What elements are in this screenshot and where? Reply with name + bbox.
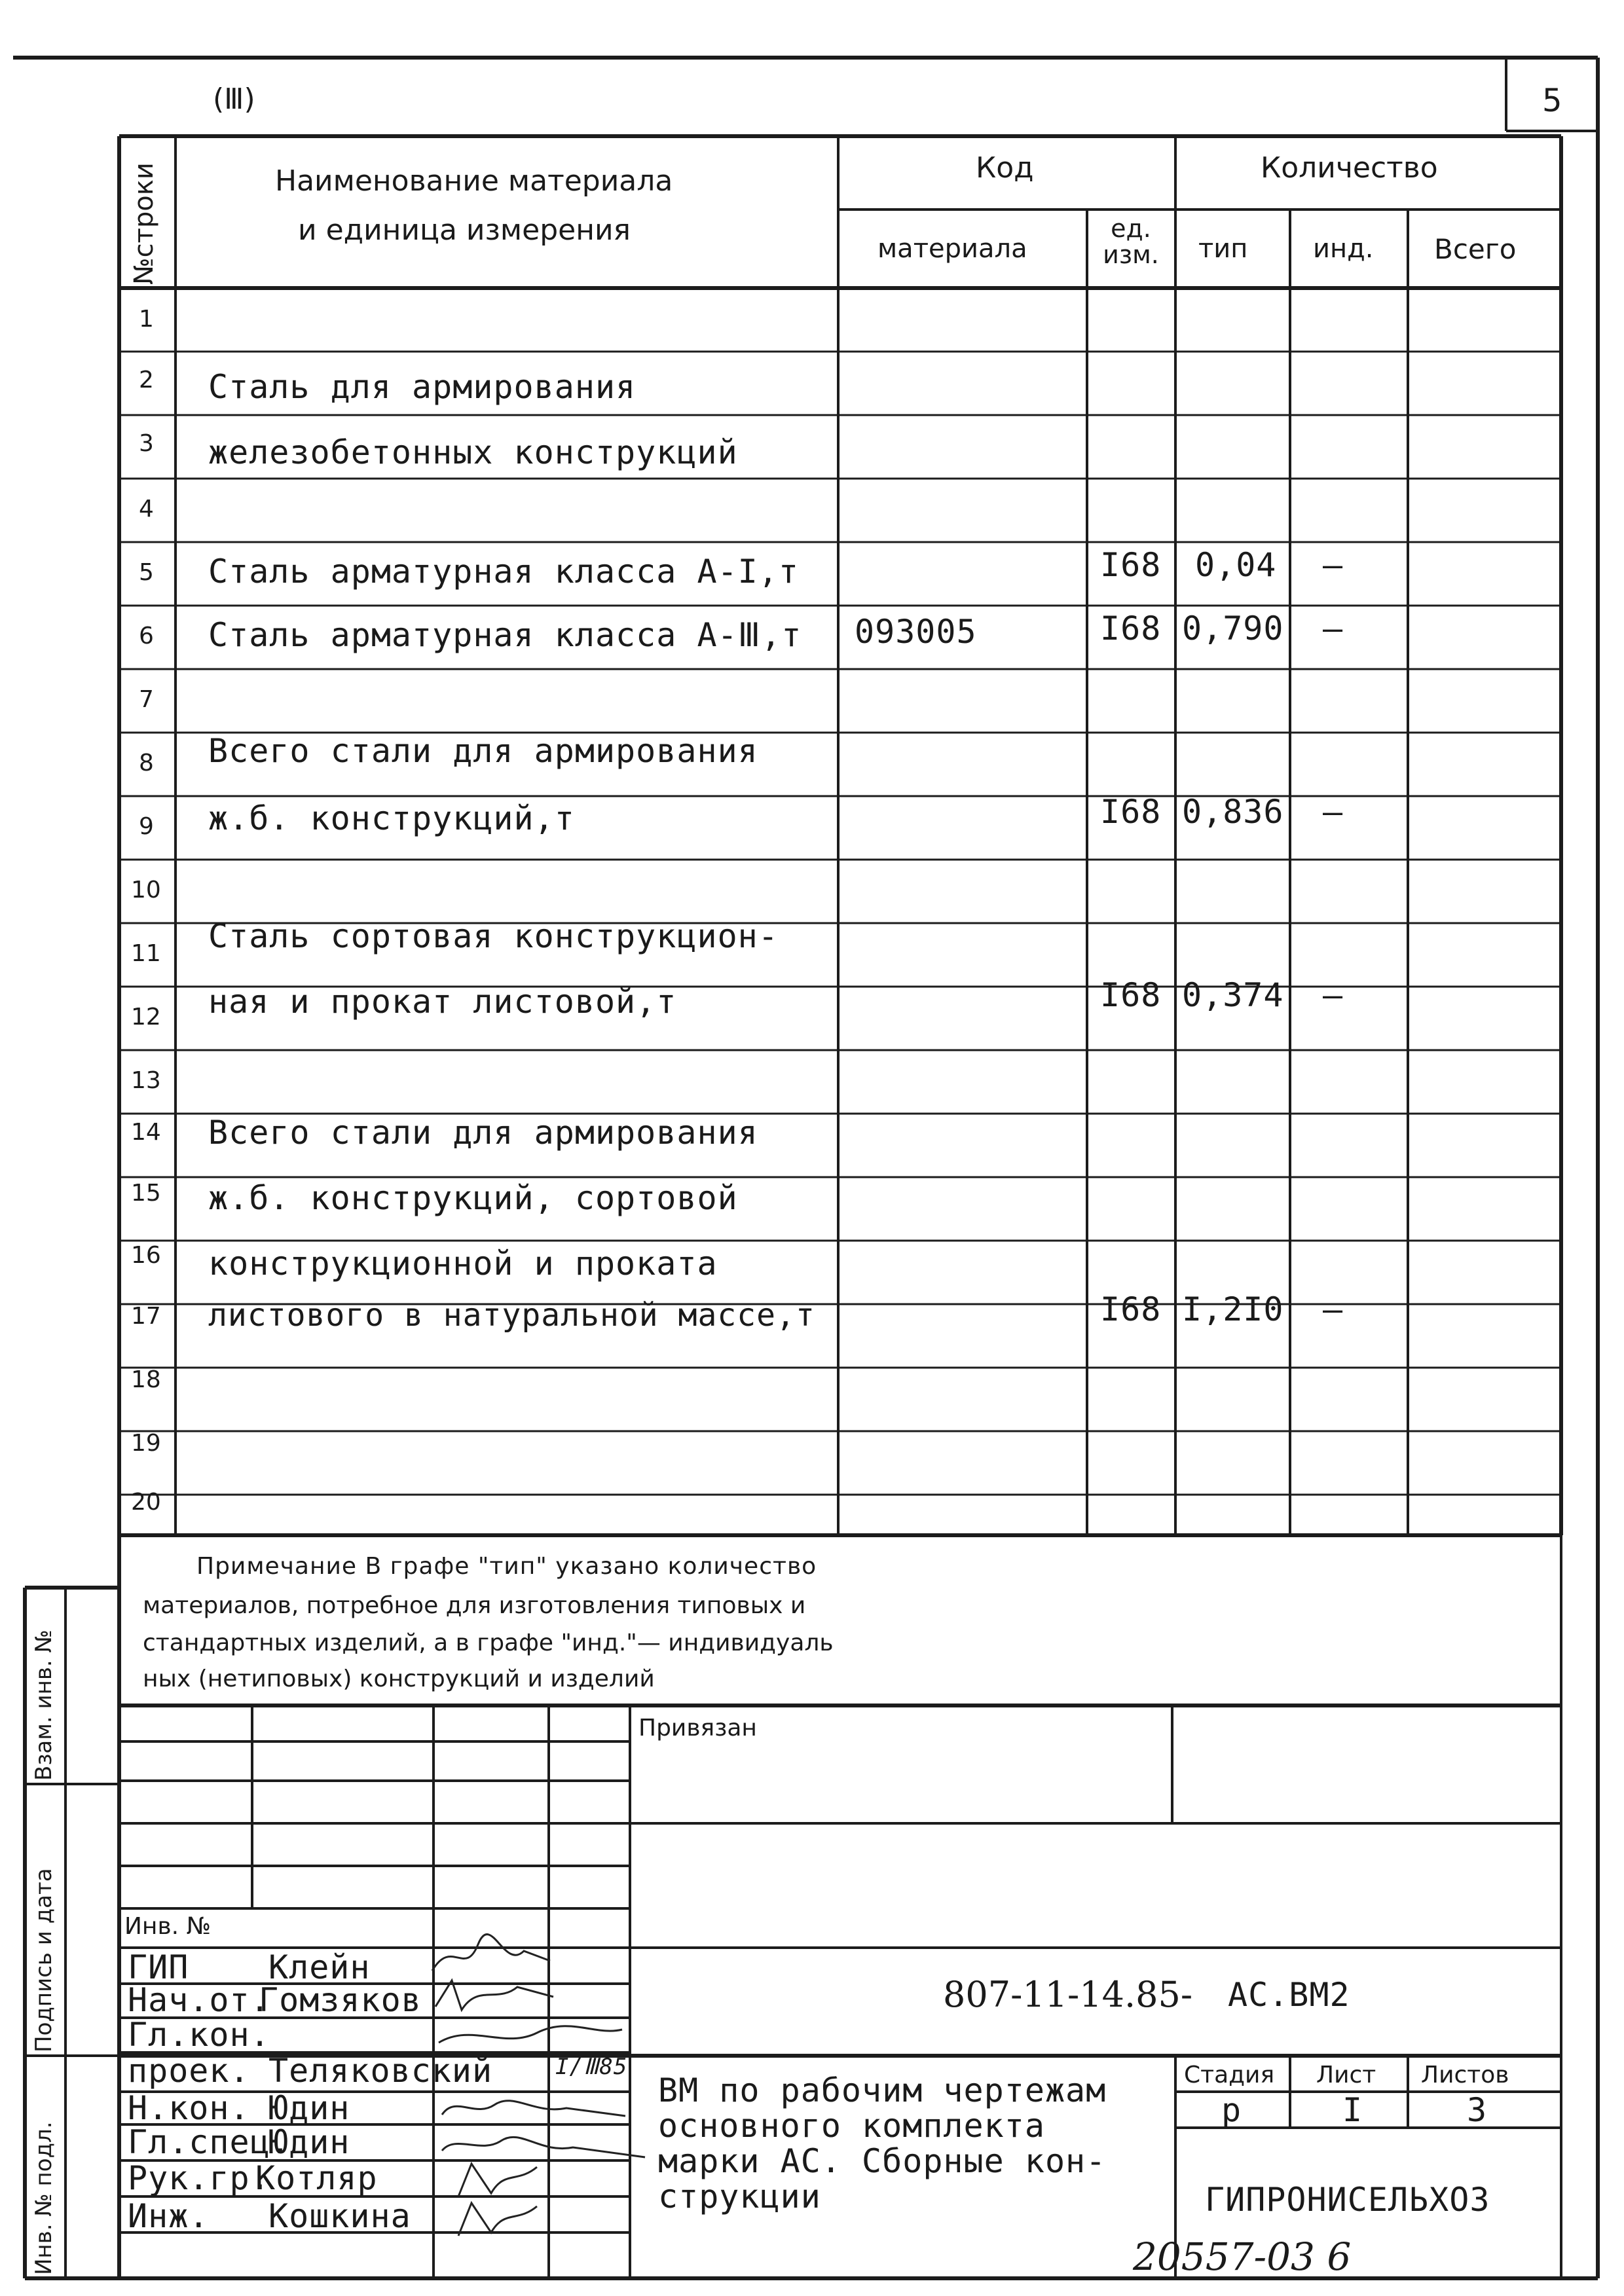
qty-ind: – [1323,546,1344,584]
row-number: 11 [131,940,161,967]
material-name: ная и прокат листовой,т [208,983,677,1021]
sheet-label: Лист [1316,2062,1376,2088]
note-line-3: стандартных изделий, а в графе "инд."— индивидуаль [143,1630,834,1656]
signature-chief-constructor [432,2016,629,2056]
signature-gomzyakov [426,1971,557,2020]
row-number: 4 [139,496,154,522]
sheets-value: 3 [1467,2091,1488,2129]
material-name: Сталь для армирования [208,368,637,406]
header-name-line2: и единица измерения [298,213,631,247]
material-name: железобетонных конструкций [208,433,738,471]
person-name: Юдин [268,2123,350,2161]
row-number: 18 [131,1366,161,1393]
row-number: 16 [131,1242,161,1269]
margin-inv-podl: Инв. № подл. [31,2121,57,2275]
row-number: 5 [139,559,154,586]
material-name: Сталь арматурная класса А-Ⅲ,т [208,616,802,654]
header-material: материала [877,234,1027,264]
qty-ind: – [1323,793,1344,831]
qty-ind: – [1323,610,1344,647]
note-line-1: Примечание В графе "тип" указано количество [196,1553,817,1580]
material-code: 093005 [855,613,977,651]
privyazan-label: Привязан [638,1715,757,1741]
unit-code: I68 [1100,546,1162,584]
unit-code: I68 [1100,793,1162,831]
header-name-line1: Наименование материала [275,164,673,198]
signature-koshkina [445,2196,550,2242]
title-line-2: основного комплекта [658,2107,1045,2145]
material-name: Сталь арматурная класса А-I,т [208,553,799,591]
qty-type: 0,790 [1182,610,1284,647]
person-name: Гомзяков [259,1981,422,2019]
note-line-2: материалов, потребное для изготовления типовых и [143,1592,806,1619]
header-type: тип [1198,234,1248,264]
stage-value: р [1221,2091,1242,2129]
note-line-4: ных (нетиповых) конструкций и изделий [143,1666,655,1692]
sheet-number: 5 [1542,82,1562,119]
row-number: 2 [139,367,154,393]
roman-section-label: (Ⅲ) [213,82,255,116]
header-row-no: №строки [129,162,159,285]
row-number: 20 [131,1489,161,1516]
material-name: Всего стали для армирования [208,732,758,770]
row-number: 17 [131,1303,161,1330]
inv-no-label: Инв. № [124,1913,212,1940]
role-label: Нач.от. [128,1981,270,2019]
row-number: 12 [131,1004,161,1030]
organization-name: ГИПРОНИСЕЛЬХОЗ [1205,2181,1490,2219]
margin-podpis-data: Подпись и дата [31,1868,57,2052]
header-ind: инд. [1313,234,1374,264]
header-unit: ед. изм. [1103,214,1159,269]
material-name: Сталь сортовая конструкцион- [208,917,779,955]
role-label: ГИП [128,1948,189,1986]
header-code: Код [976,151,1034,185]
header-quantity: Количество [1261,151,1438,185]
role-label: Рук.гр. [128,2159,270,2197]
unit-code: I68 [1100,610,1162,647]
row-number: 10 [131,877,161,903]
sheets-label: Листов [1421,2062,1509,2088]
document-code: 807-11-14.85- [943,1974,1193,2015]
row-number: 6 [139,623,154,649]
person-name: Юдин [268,2089,350,2127]
row-number: 1 [139,306,154,333]
person-name: Кошкина [268,2197,411,2235]
sheet-value: I [1342,2091,1363,2129]
role-label: проек. [128,2052,250,2090]
material-name: ж.б. конструкций,т [208,799,575,837]
header-total: Всего [1434,233,1517,265]
unit-code: I68 [1100,1290,1162,1328]
row-number: 15 [131,1180,161,1207]
row-number: 9 [139,813,154,840]
material-name: листового в натуральной массе,т [208,1297,815,1334]
document-mark: АС.ВМ2 [1228,1976,1350,2014]
role-label: Гл.спец. [128,2123,291,2161]
qty-ind: – [1323,1290,1344,1328]
qty-ind: – [1323,976,1344,1014]
material-name: Всего стали для армирования [208,1114,758,1152]
archive-number: 20557-03 6 [1133,2234,1352,2279]
material-name: конструкционной и проката [208,1245,718,1283]
person-name: Клейн [268,1948,371,1986]
qty-type: 0,836 [1182,793,1284,831]
role-label: Инж. [128,2197,210,2235]
qty-type: 0,374 [1182,976,1284,1014]
role-label: Гл.кон. [128,2016,270,2054]
row-number: 13 [131,1067,161,1094]
row-number: 14 [131,1119,161,1146]
row-number: 8 [139,750,154,776]
role-label: Н.кон. [128,2089,250,2127]
person-name: Котляр [255,2159,378,2197]
margin-vzam-inv: Взам. инв. № [31,1630,57,1781]
title-line-4: струкции [658,2178,821,2215]
qty-type: 0,04 [1195,546,1277,584]
unit-code: I68 [1100,976,1162,1014]
signature-yudin-1 [435,2088,632,2128]
material-name: ж.б. конструкций, сортовой [208,1179,738,1217]
person-name: Теляковский [268,2052,493,2090]
date-mark: I/Ⅲ85 [555,2054,628,2080]
title-line-3: марки АС. Сборные кон- [658,2142,1107,2180]
row-number: 3 [139,430,154,457]
row-number: 7 [139,686,154,713]
qty-type: I,2I0 [1182,1290,1284,1328]
stage-label: Стадия [1184,2062,1275,2088]
row-number: 19 [131,1430,161,1457]
title-line-1: ВМ по рабочим чертежам [658,2071,1107,2109]
